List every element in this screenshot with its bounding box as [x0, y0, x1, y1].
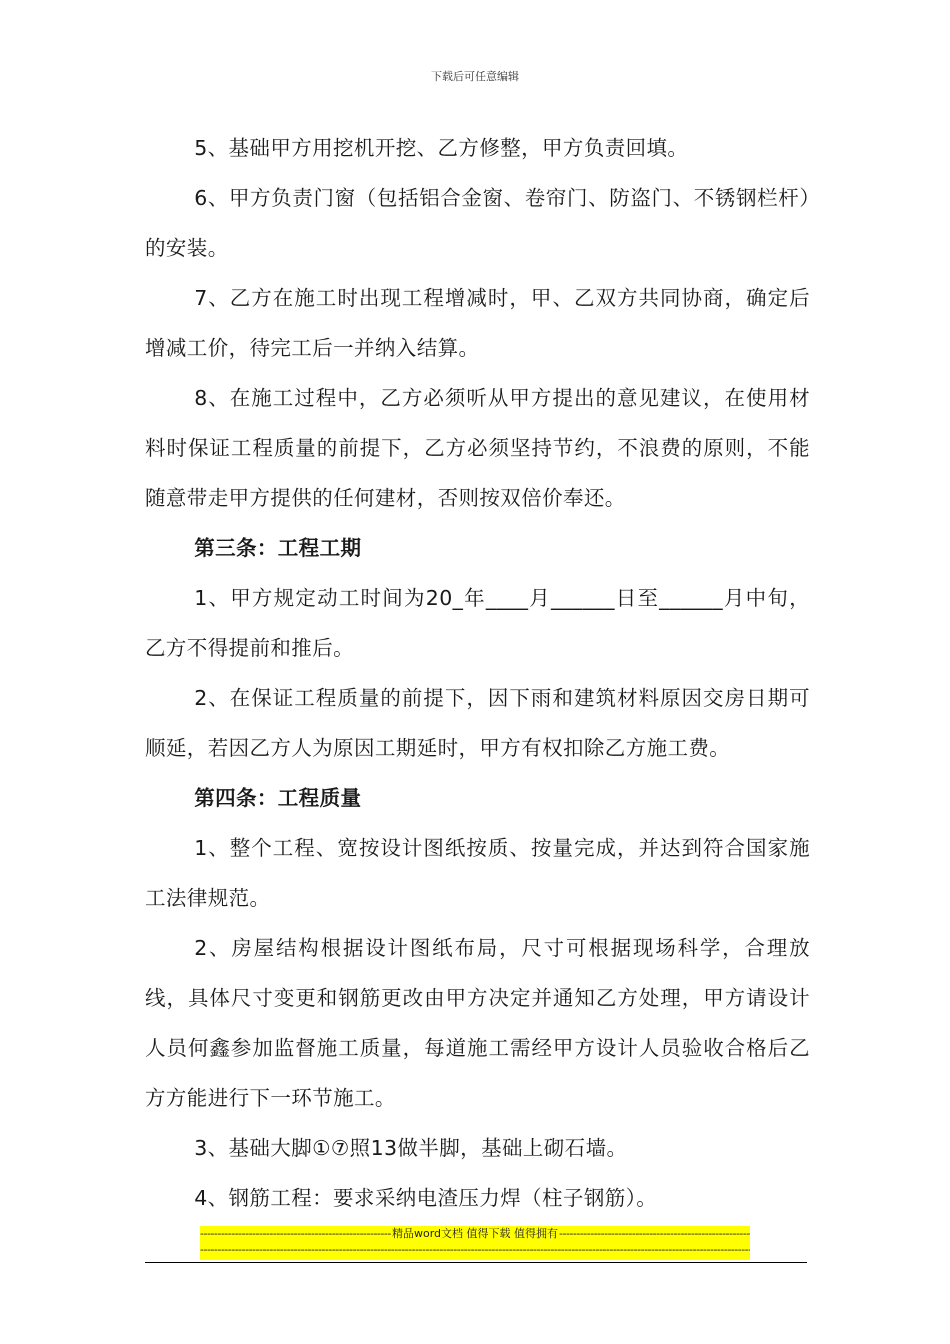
banner-text: 精品word文档 值得下载 值得拥有 — [391, 1227, 559, 1240]
clause-5: 5、基础甲方用挖机开挖、乙方修整，甲方负责回填。 — [194, 136, 689, 160]
quality-clause-2: 2、房屋结构根据设计图纸布局，尺寸可根据现场科学，合理放线，具体尺寸变更和钢筋更改由甲方决定并通知乙方处理，甲方请设计人员何鑫参加监督施工质量，每道施工需经甲方设计人员验收合格后乙方方能进行下一环节施工。 — [145, 936, 810, 1110]
quality-clause-3: 3、基础大脚①⑦照13做半脚，基础上砌石墙。 — [194, 1136, 628, 1160]
banner-line-bottom — [200, 1242, 750, 1258]
section-heading-article-3: 第三条：工程工期 — [194, 536, 362, 560]
page-header: 下载后可任意编辑 — [431, 70, 519, 83]
footer-rule — [145, 1262, 807, 1263]
schedule-clause-1: 1、甲方规定动工时间为20_年____月______日至______月中旬，乙方不得提前和推后。 — [145, 586, 810, 660]
banner-dashes-full — [200, 1242, 750, 1258]
clause-8: 8、在施工过程中，乙方必须听从甲方提出的意见建议，在使用材料时保证工程质量的前提下，乙方必须坚持节约，不浪费的原则，不能随意带走甲方提供的任何建材，否则按双倍价奉还。 — [145, 386, 810, 510]
schedule-clause-2: 2、在保证工程质量的前提下，因下雨和建筑材料原因交房日期可顺延，若因乙方人为原因工期延时，甲方有权扣除乙方施工费。 — [145, 686, 810, 760]
banner-dashes-right — [559, 1226, 750, 1242]
banner-dashes-left — [200, 1226, 391, 1242]
clause-7: 7、乙方在施工时出现工程增减时，甲、乙双方共同协商，确定后增减工价，待完工后一并纳入结算。 — [145, 286, 810, 360]
section-heading-article-4: 第四条：工程质量 — [194, 786, 362, 810]
footer-banner — [200, 1226, 750, 1260]
quality-clause-4: 4、钢筋工程：要求采纳电渣压力焊（柱子钢筋）。 — [194, 1186, 658, 1210]
document-body — [145, 123, 810, 1223]
clause-6: 6、甲方负责门窗（包括铝合金窗、卷帘门、防盗门、不锈钢栏杆）的安装。 — [145, 186, 810, 260]
quality-clause-1: 1、整个工程、宽按设计图纸按质、按量完成，并达到符合国家施工法律规范。 — [145, 836, 810, 910]
banner-line-top — [200, 1226, 750, 1242]
